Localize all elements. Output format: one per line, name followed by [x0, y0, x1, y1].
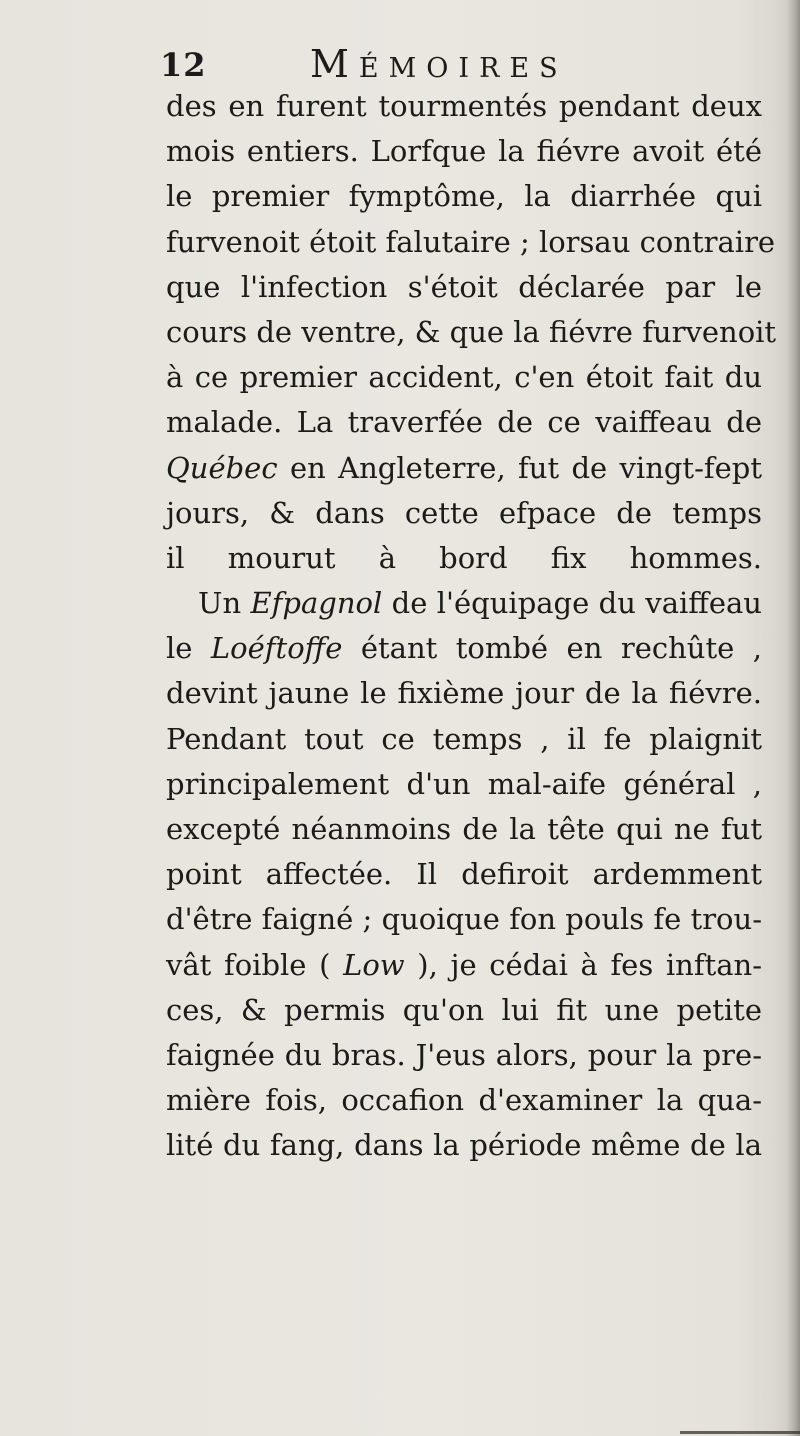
text-run: cours de ventre, & que la fiévre furvenoit	[166, 314, 777, 349]
text-line	[166, 355, 762, 400]
text-line	[166, 807, 762, 852]
text-run: d'être faigné ; quoique fon pouls fe trou-	[166, 902, 762, 937]
page-number: 12	[160, 46, 207, 84]
text-line	[166, 84, 762, 129]
text-run: étant tombé en rechûte ,	[342, 631, 762, 666]
italic-text: Québec	[166, 450, 278, 485]
text-run: lité du fang, dans la période même de la	[166, 1128, 762, 1163]
text-line	[166, 671, 762, 716]
text-line	[166, 762, 762, 807]
text-run: jours, & dans cette efpace de temps	[166, 495, 762, 530]
text-run: à ce premier accident, c'en étoit fait du	[166, 360, 762, 395]
running-head: Mémoires	[310, 42, 568, 86]
text-run: mois entiers. Lorfque la fiévre avoit été	[166, 134, 762, 169]
text-run: ), je cédai à fes inftan-	[404, 947, 762, 982]
italic-text: Loéftoffe	[210, 631, 343, 666]
page-edge-shadow	[786, 0, 800, 1436]
text-run: le	[166, 631, 211, 666]
text-line	[166, 491, 762, 536]
text-line	[166, 717, 762, 762]
text-line	[166, 265, 762, 310]
text-line	[166, 1033, 762, 1078]
italic-text: Low	[343, 947, 405, 982]
text-run: il mourut à bord fix hommes.	[166, 540, 762, 575]
page-bottom-edge	[680, 1431, 800, 1434]
text-run: principalement d'un mal-aife général ,	[166, 766, 762, 801]
italic-text: Efpagnol	[250, 586, 383, 621]
text-run: ces, & permis qu'on lui fit une petite	[166, 992, 762, 1027]
text-run: vât foible (	[166, 947, 344, 982]
text-run: malade. La traverfée de ce vaiffeau de	[166, 405, 762, 440]
text-run: en Angleterre, fut de vingt-fept	[277, 450, 762, 485]
text-line	[166, 897, 762, 942]
text-line	[166, 988, 762, 1033]
text-line	[166, 536, 762, 581]
page-header	[160, 42, 800, 90]
text-run: de l'équipage du vaiffeau	[382, 586, 762, 621]
text-run: Un	[198, 586, 251, 621]
text-line	[166, 400, 762, 445]
text-line	[166, 174, 762, 219]
text-run: devint jaune le fixième jour de la fiévre.	[166, 676, 762, 711]
text-run: mière fois, occafion d'examiner la qua-	[166, 1083, 762, 1118]
text-line	[166, 581, 762, 626]
text-line	[166, 129, 762, 174]
text-line	[166, 1078, 762, 1123]
text-line	[166, 852, 762, 897]
text-line	[166, 943, 762, 988]
text-run: le premier fymptôme, la diarrhée qui	[166, 179, 762, 214]
text-line	[166, 220, 776, 265]
text-run: excepté néanmoins de la tête qui ne fut	[166, 812, 762, 846]
text-run: que l'infection s'étoit déclarée par le	[166, 269, 762, 304]
text-line	[166, 446, 762, 491]
text-line	[166, 626, 762, 671]
text-run: des en furent tourmentés pendant deux	[166, 89, 762, 123]
text-line	[166, 310, 777, 355]
text-run: faignée du bras. J'eus alors, pour la pre-	[166, 1037, 762, 1072]
text-line	[166, 1123, 762, 1168]
text-run: point affectée. Il defiroit ardemment	[166, 857, 762, 892]
body-text	[166, 84, 777, 1169]
text-run: furvenoit étoit falutaire ; lorsau contraire	[166, 224, 776, 259]
text-run: Pendant tout ce temps , il fe plaignit	[166, 721, 762, 756]
